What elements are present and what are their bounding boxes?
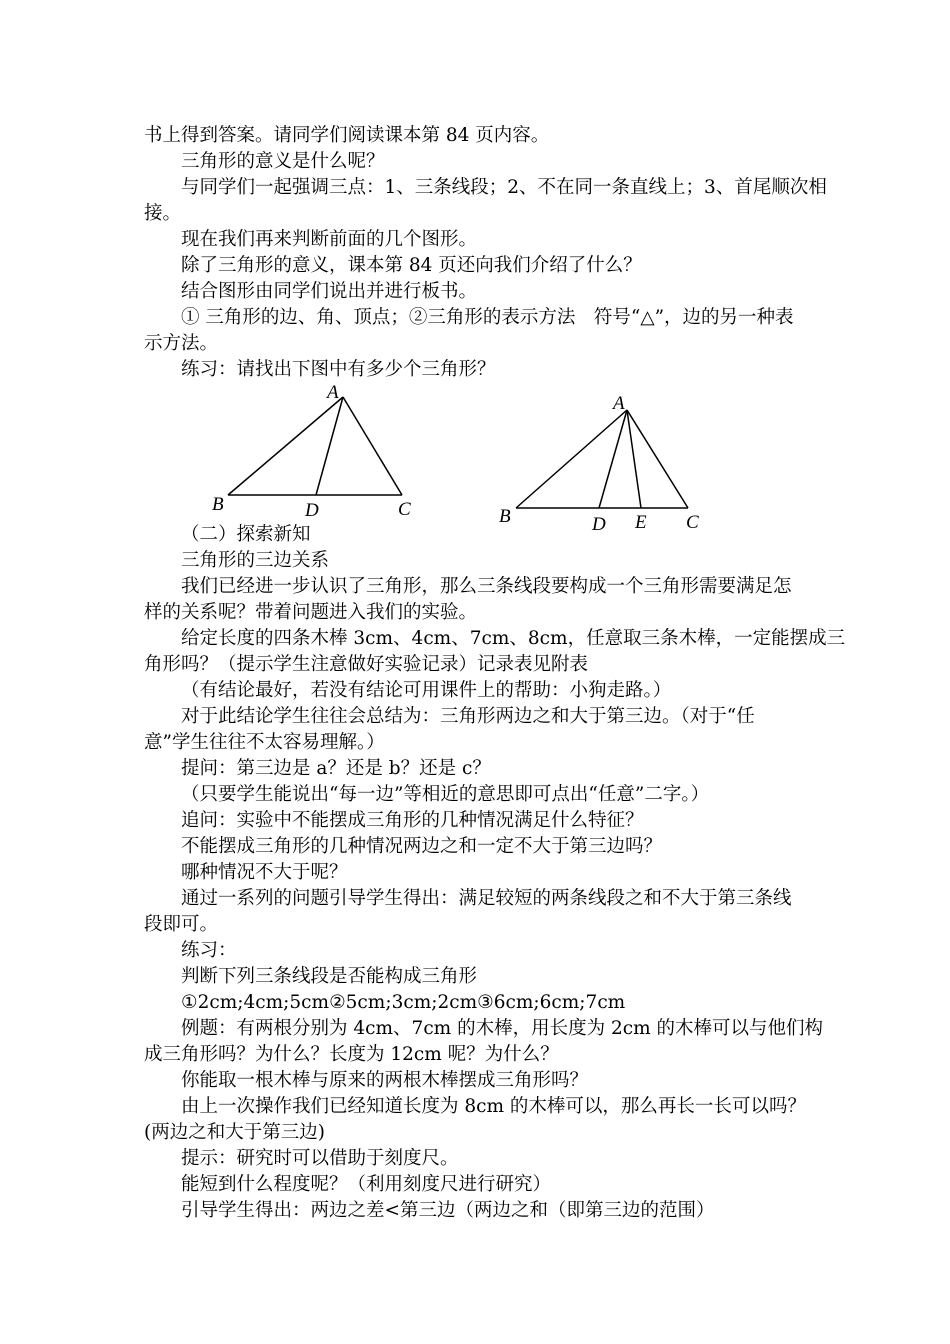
segment-ad bbox=[599, 410, 627, 508]
paragraph-line: 练习：请找出下图中有多少个三角形？ bbox=[181, 359, 496, 380]
paragraph-line: 对于此结论学生往往会总结为：三角形两边之和大于第三边。（对于“任 bbox=[181, 706, 755, 727]
paragraph-line: 追问：实验中不能摆成三角形的几种情况满足什么特征？ bbox=[181, 810, 644, 831]
vertex-label-b: B bbox=[499, 506, 511, 527]
paragraph-line: 示方法。 bbox=[144, 333, 219, 354]
paragraph-line: 练习： bbox=[181, 940, 237, 961]
paragraph-line: 除了三角形的意义，课本第 84 页还向我们介绍了什么？ bbox=[181, 255, 642, 276]
side-ab bbox=[228, 397, 343, 495]
paragraph-line: 通过一系列的问题引导学生得出：满足较短的两条线段之和不大于第三条线 bbox=[181, 888, 792, 909]
paragraph-line: （只要学生能说出“每一边”等相近的意思即可点出“任意”二字。） bbox=[181, 784, 710, 805]
paragraph-line: 三角形的意义是什么呢？ bbox=[181, 151, 385, 172]
paragraph-line: ①2cm;4cm;5cm②5cm;3cm;2cm③6cm;6cm;7cm bbox=[181, 992, 626, 1013]
paragraph-line: 接。 bbox=[144, 203, 182, 224]
paragraph-line: ① 三角形的边、角、顶点；②三角形的表示方法 符号“△”，边的另一种表 bbox=[181, 307, 794, 328]
paragraph-line: 我们已经进一步认识了三角形，那么三条线段要构成一个三角形需要满足怎 bbox=[181, 576, 792, 597]
paragraph-line: 样的关系呢？带着问题进入我们的实验。 bbox=[144, 602, 478, 623]
point-label-d: D bbox=[305, 500, 319, 521]
paragraph-line: 由上一次操作我们已经知道长度为 8cm 的木棒可以，那么再长一长可以吗？ bbox=[181, 1096, 806, 1117]
paragraph-line: 判断下列三条线段是否能构成三角形 bbox=[181, 966, 478, 987]
paragraph-line: 现在我们再来判断前面的几个图形。 bbox=[181, 229, 478, 250]
point-label-d: D bbox=[592, 514, 606, 534]
triangle-figure-2 bbox=[516, 410, 688, 508]
paragraph-line: （有结论最好，若没有结论可用课件上的帮助：小狗走路。） bbox=[181, 680, 672, 701]
paragraph-line: 给定长度的四条木棒 3cm、4cm、7cm、8cm，任意取三条木棒，一定能摆成三 bbox=[181, 628, 846, 649]
section-heading: （二）探索新知 bbox=[181, 524, 311, 545]
paragraph-line: 与同学们一起强调三点：1、三条线段；2、不在同一条直线上；3、首尾顺次相 bbox=[181, 177, 827, 198]
vertex-label-c: C bbox=[398, 499, 411, 520]
point-label-e: E bbox=[635, 512, 647, 533]
vertex-label-a: A bbox=[613, 393, 625, 414]
paragraph-line: 你能取一根木棒与原来的两根木棒摆成三角形吗？ bbox=[181, 1070, 589, 1091]
paragraph-line: 能短到什么程度呢？（利用刻度尺进行研究） bbox=[181, 1174, 552, 1195]
segment-ad bbox=[316, 397, 343, 495]
section-heading: 三角形的三边关系 bbox=[181, 550, 330, 571]
paragraph-line: 例题：有两根分别为 4cm、7cm 的木棒，用长度为 2cm 的木棒可以与他们构 bbox=[181, 1018, 824, 1039]
paragraph-line: 哪种情况不大于呢？ bbox=[181, 862, 348, 883]
triangle-figure-1 bbox=[228, 397, 402, 495]
vertex-label-c: C bbox=[686, 512, 699, 533]
vertex-label-b: B bbox=[212, 494, 224, 515]
paragraph-line: 意”学生往往不太容易理解。） bbox=[144, 732, 385, 753]
paragraph-line: 书上得到答案。请同学们阅读课本第 84 页内容。 bbox=[144, 125, 550, 146]
paragraph-line: 结合图形由同学们说出并进行板书。 bbox=[181, 281, 478, 302]
paragraph-line: 提示：研究时可以借助于刻度尺。 bbox=[181, 1148, 459, 1169]
paragraph-line: 角形吗？（提示学生注意做好实验记录）记录表见附表 bbox=[144, 654, 589, 675]
paragraph-line: 引导学生得出：两边之差<第三边（两边之和（即第三边的范围） bbox=[181, 1200, 715, 1221]
triangle-figures bbox=[0, 374, 950, 534]
vertex-label-a: A bbox=[327, 382, 339, 403]
segment-ae bbox=[627, 410, 641, 508]
side-ac bbox=[343, 397, 402, 495]
paragraph-line: (两边之和大于第三边) bbox=[144, 1122, 325, 1143]
paragraph-line: 提问：第三边是 a？还是 b？还是 c？ bbox=[181, 758, 491, 779]
side-ab bbox=[516, 410, 627, 508]
paragraph-line: 不能摆成三角形的几种情况两边之和一定不大于第三边吗？ bbox=[181, 836, 663, 857]
side-ac bbox=[627, 410, 688, 508]
paragraph-line: 成三角形吗？为什么？长度为 12cm 呢？为什么？ bbox=[144, 1044, 559, 1065]
paragraph-line: 段即可。 bbox=[144, 914, 219, 935]
